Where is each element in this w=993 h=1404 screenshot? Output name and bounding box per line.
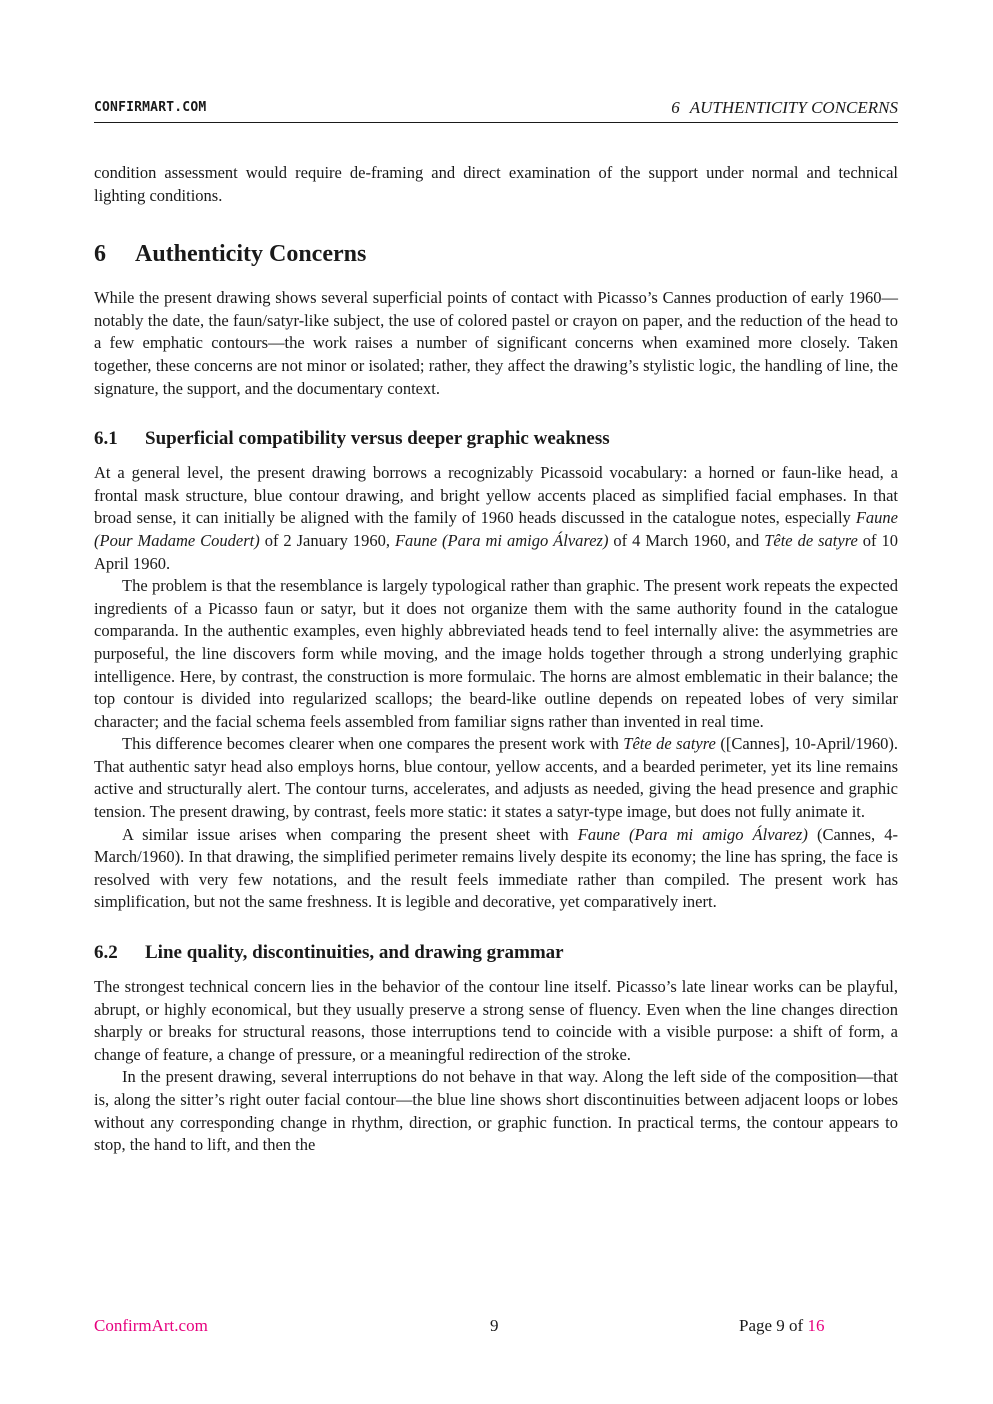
paragraph-6-1-4 <box>94 824 898 914</box>
running-section-title <box>671 98 898 118</box>
artwork-title: Faune (Para mi amigo Álvarez) <box>394 530 609 550</box>
running-section-number: 6 <box>671 98 680 117</box>
text-run: of 4 March 1960, and <box>608 530 765 550</box>
text-run: of 10 April 1960. <box>94 530 898 573</box>
artwork-title: Faune (Para mi amigo Álvarez) <box>577 824 808 844</box>
section-title: Authenticity Concerns <box>135 241 367 268</box>
subsection-title: Superficial compatibility versus deeper graphic weakness <box>145 428 610 450</box>
footer-site-link[interactable]: ConfirmArt.com <box>94 1316 208 1335</box>
subsection-number: 6.1 <box>94 428 118 450</box>
artwork-title: Faune (Pour Madame Coudert) <box>94 508 898 550</box>
page-content <box>94 162 898 1157</box>
paragraph-6-1-3 <box>94 733 898 823</box>
text-run: At a general level, the present drawing borrows a recognizably Picassoid vocabulary: a horned or faun-like head, a frontal mask structure, blue contour drawing, and bright yellow accents placed as simplified facial emphases. In that broad sense, it can initially be aligned with the family of 1960 heads discussed in the catalogue notes, especially <box>94 463 898 528</box>
artwork-title: Tête de satyre <box>764 530 858 550</box>
subsection-number: 6.2 <box>94 942 118 964</box>
running-header <box>94 96 898 123</box>
section-number: 6 <box>94 241 106 268</box>
text-run: of 2 January 1960, <box>259 530 395 550</box>
artwork-title: Tête de satyre <box>623 734 716 754</box>
text-run: (Cannes, 4-March/1960). In that drawing, the simplified perimeter remains lively despite its economy; the line has spring, the face is resolved with very few notations, and the result feels immediate rather than compiled. The present work has simplification, but not the same freshness. It is legible and decorative, yet comparatively inert. <box>94 824 898 912</box>
page-footer <box>94 1316 898 1340</box>
text-run: A similar issue arises when comparing the present sheet with <box>122 824 578 844</box>
subsection-heading-6-2 <box>94 940 898 966</box>
subsection-title: Line quality, discontinuities, and drawing grammar <box>145 942 564 964</box>
paragraph-6-2-2: In the present drawing, several interruptions do not behave in that way. Along the left side of the composition—that is, along the sitter’s right outer facial contour—the blue line shows short discontinuities between adjacent loops or lobes without any corresponding change in rhythm, direction, or graphic function. In practical terms, the contour appears to stop, the hand to lift, and then the <box>94 1067 898 1155</box>
footer-page-number: 9 <box>490 1316 499 1335</box>
page-count-label: Page 9 of <box>739 1316 808 1335</box>
section-paragraph: While the present drawing shows several superficial points of contact with Picasso’s Cannes production of early 1960—notably the date, the faun/satyr-like subject, the use of colored pastel or crayon on paper, and the reduction of the head to a few emphatic contours—the work raises a number of significant concerns when examined more closely. Taken together, these concerns are not minor or isolated; rather, they affect the drawing’s stylistic logic, the handling of line, the signature, the support, and the documentary context. <box>94 288 898 398</box>
intro-paragraph: condition assessment would require de-framing and direct examination of the support under normal and technical lighting conditions. <box>94 163 898 205</box>
paragraph-6-1-2: The problem is that the resemblance is largely typological rather than graphic. The present work repeats the expected ingredients of a Picasso faun or satyr, but it does not organize them with the same authority found in the catalogue comparanda. In the authentic examples, even highly abbreviated heads tend to feel internally alive: the asymmetries are purposeful, the line discovers form while moving, and the image holds together through a strong underlying graphic intelligence. Here, by contrast, the construction is more formulaic. The horns are almost emblematic in their balance; the top contour is divided into regularized scallops; the beard-like outline depends on repeated lobes of very similar character; and the facial schema feels assembled from familiar signs rather than invented in real time. <box>94 576 898 731</box>
paragraph-6-1-1 <box>94 462 898 575</box>
footer-page-count <box>739 1316 824 1336</box>
text-run: ([Cannes], 10-April/1960). That authentic satyr head also employs horns, blue contour, yellow accents, and a bearded perimeter, yet its line remains active and structurally alert. The contour turns, accelerates, and adjusts as needed, giving the head presence and graphic tension. The present drawing, by contrast, feels more static: it states a satyr-type image, but does not fully animate it. <box>94 734 898 822</box>
running-section-name: AUTHENTICITY CONCERNS <box>689 98 898 117</box>
subsection-heading-6-1 <box>94 426 898 452</box>
confirmart-logo: CONFIRMART.COM <box>94 100 207 115</box>
text-run: This difference becomes clearer when one compares the present work with <box>122 734 624 754</box>
page-total-link[interactable]: 16 <box>807 1316 825 1335</box>
paragraph-6-2-1: The strongest technical concern lies in the behavior of the contour line itself. Picasso’s late linear works can be playful, abrupt, or highly economical, but they usually preserve a strong sense of fluency. Even when the line changes direction sharply or breaks for structural reasons, those interruptions tend to coincide with a visible purpose: a shift of form, a change of feature, a change of pressure, or a meaningful redirection of the stroke. <box>94 977 898 1064</box>
section-heading <box>94 239 898 269</box>
